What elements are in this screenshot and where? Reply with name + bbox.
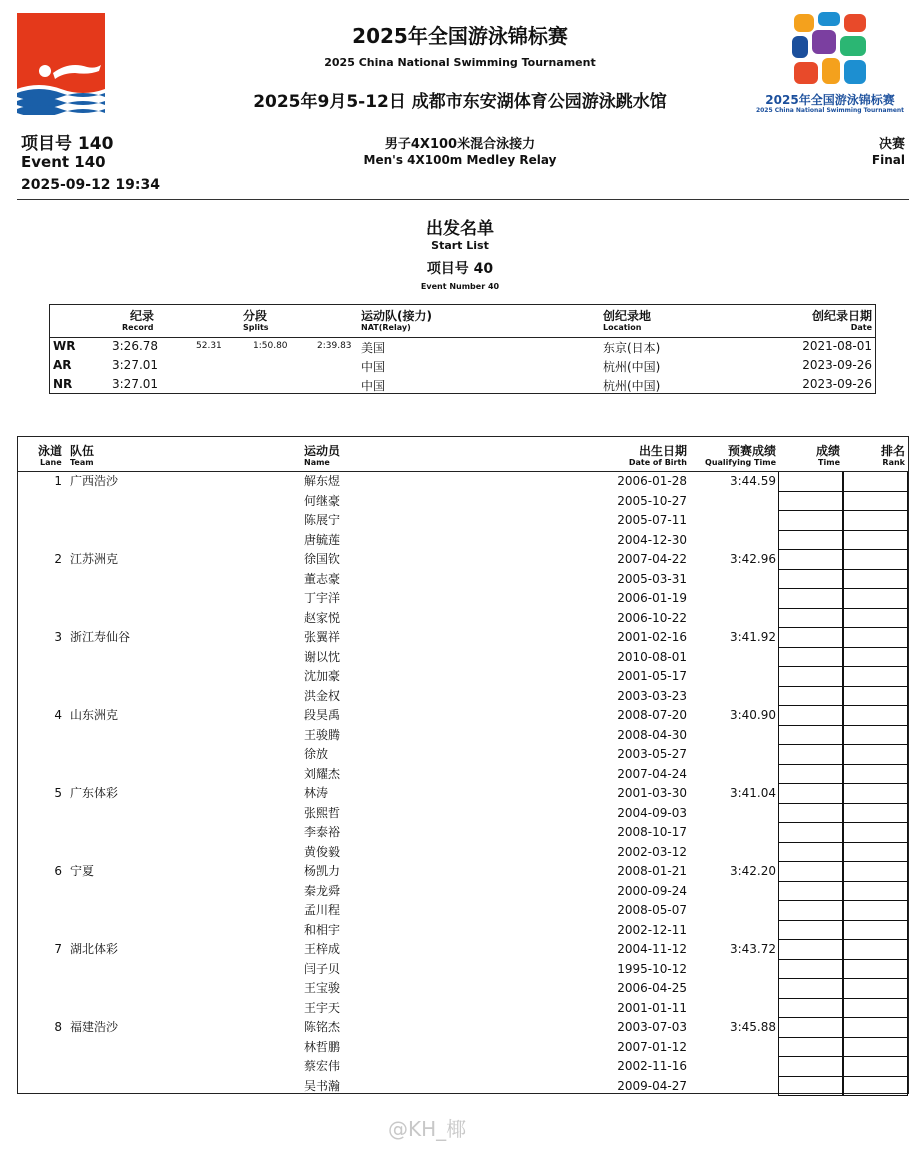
rank-entry-box[interactable] xyxy=(843,901,908,921)
rank-entry-box[interactable] xyxy=(843,823,908,843)
table-row xyxy=(18,999,908,1019)
rank-entry-box[interactable] xyxy=(843,472,908,492)
table-row xyxy=(18,589,908,609)
rank-entry-box[interactable] xyxy=(843,550,908,570)
swimmer-name: 孟川程 xyxy=(304,903,341,917)
table-row xyxy=(18,550,908,570)
lane-header-en: Lane xyxy=(40,458,62,467)
swimmer-name: 林哲鹏 xyxy=(304,1039,341,1054)
record-location: 东京(日本) xyxy=(603,341,661,355)
start-list-body xyxy=(18,472,908,1092)
qualifying-time: 3:43.72 xyxy=(729,942,776,956)
swimmer-name: 董志豪 xyxy=(304,571,341,586)
table-row xyxy=(18,1018,908,1038)
swimmer-dob: 2009-04-27 xyxy=(617,1078,687,1093)
records-header-divider xyxy=(50,337,875,338)
records-table xyxy=(49,304,876,394)
record-location: 杭州(中国) xyxy=(603,360,661,374)
table-row xyxy=(18,745,908,765)
time-entry-box[interactable] xyxy=(778,667,843,687)
nat-header-cn: 运动队(接力) xyxy=(361,309,432,323)
swimmer-name: 刘耀杰 xyxy=(304,766,341,781)
time-entry-box[interactable] xyxy=(778,765,843,785)
record-nat: 美国 xyxy=(361,341,386,355)
splits-header-cn: 分段 xyxy=(243,309,268,323)
swimmer-dob: 2004-12-30 xyxy=(617,532,687,547)
venue-line: 2025年9月5-12日 成都市东安湖体育公园游泳跳水馆 xyxy=(253,92,667,112)
start-list-table xyxy=(17,436,909,1094)
qt-header-en: Qualifying Time xyxy=(705,458,776,467)
logo-caption-en: 2025 China National Swimming Tournament xyxy=(755,107,905,114)
table-row xyxy=(18,804,908,824)
round-en: Final xyxy=(871,153,905,167)
record-code: AR xyxy=(53,358,72,372)
record-date: 2023-09-26 xyxy=(802,358,872,372)
time-entry-box[interactable] xyxy=(778,550,843,570)
swimmer-dob: 2008-01-21 xyxy=(617,864,687,878)
time-entry-box[interactable] xyxy=(778,609,843,629)
rank-entry-box[interactable] xyxy=(843,628,908,648)
table-row xyxy=(18,570,908,590)
nat-header-en: NAT(Relay) xyxy=(361,323,411,332)
time-entry-box[interactable] xyxy=(778,843,843,863)
record-split-1: 52.31 xyxy=(196,341,222,351)
record-location: 杭州(中国) xyxy=(603,379,661,393)
rank-entry-box[interactable] xyxy=(843,726,908,746)
location-header-cn: 创纪录地 xyxy=(603,309,652,323)
rank-entry-box[interactable] xyxy=(843,511,908,531)
swimmer-name: 秦龙舜 xyxy=(304,883,341,898)
date-header-en: Date xyxy=(850,323,872,332)
swimmer-dob: 2007-04-22 xyxy=(617,552,687,566)
swimmer-dob: 2003-03-23 xyxy=(617,688,687,703)
time-entry-box[interactable] xyxy=(778,999,843,1019)
qt-header-cn: 预赛成绩 xyxy=(727,444,776,458)
rank-entry-box[interactable] xyxy=(843,648,908,668)
record-row-ar xyxy=(50,358,875,377)
time-entry-box[interactable] xyxy=(778,901,843,921)
event-datetime: 2025-09-12 19:34 xyxy=(21,177,160,193)
time-entry-box[interactable] xyxy=(778,706,843,726)
record-time: 3:26.78 xyxy=(112,339,159,353)
time-entry-box[interactable] xyxy=(778,628,843,648)
record-header-cn: 纪录 xyxy=(130,309,155,323)
swimmer-name: 王骏腾 xyxy=(304,727,341,742)
time-entry-box[interactable] xyxy=(778,784,843,804)
swimmer-icon xyxy=(17,13,105,115)
table-row xyxy=(18,1057,908,1077)
table-row xyxy=(18,628,908,648)
time-entry-box[interactable] xyxy=(778,823,843,843)
team-header-en: Team xyxy=(70,458,94,467)
rank-entry-box[interactable] xyxy=(843,882,908,902)
qualifying-time: 3:42.20 xyxy=(729,864,776,878)
swimmer-name: 洪金权 xyxy=(304,688,341,703)
swimmer-name: 吴书瀚 xyxy=(304,1078,341,1093)
record-nat: 中国 xyxy=(361,379,386,393)
rank-entry-box[interactable] xyxy=(843,862,908,882)
time-header-en: Time xyxy=(818,458,840,467)
name-header-en: Name xyxy=(304,458,330,467)
table-row xyxy=(18,862,908,882)
lane-number: 7 xyxy=(54,942,62,956)
swimmer-dob: 2008-04-30 xyxy=(617,727,687,742)
swimmer-name: 沈加豪 xyxy=(304,669,341,683)
swimmer-dob: 1995-10-12 xyxy=(617,961,687,976)
time-entry-box[interactable] xyxy=(778,511,843,531)
table-row xyxy=(18,901,908,921)
table-row xyxy=(18,667,908,687)
swimmer-dob: 2004-11-12 xyxy=(617,942,687,956)
qualifying-time: 3:41.92 xyxy=(729,630,776,644)
table-row xyxy=(18,979,908,999)
rank-entry-box[interactable] xyxy=(843,745,908,765)
swimmer-dob: 2002-12-11 xyxy=(617,922,687,937)
team-header-cn: 队伍 xyxy=(70,444,95,458)
swimmer-dob: 2008-07-20 xyxy=(617,708,687,722)
table-row xyxy=(18,706,908,726)
date-header-cn: 创纪录日期 xyxy=(811,309,872,323)
rank-entry-box[interactable] xyxy=(843,804,908,824)
swimmer-name: 丁宇洋 xyxy=(304,591,341,605)
record-time: 3:27.01 xyxy=(112,377,159,391)
swimmer-dob: 2005-07-11 xyxy=(617,513,687,527)
sheet-title-en: Start List xyxy=(431,239,489,252)
name-header-cn: 运动员 xyxy=(304,444,341,458)
swimmer-name: 何继豪 xyxy=(304,493,341,508)
table-row xyxy=(18,960,908,980)
rank-header-cn: 排名 xyxy=(880,444,905,458)
table-row xyxy=(18,531,908,551)
swimmer-name: 王宝骏 xyxy=(304,981,341,995)
record-date: 2021-08-01 xyxy=(802,339,872,353)
swimmer-dob: 2008-05-07 xyxy=(617,903,687,917)
lane-number: 5 xyxy=(54,786,62,800)
record-nat: 中国 xyxy=(361,360,386,374)
team-name: 浙江寿仙谷 xyxy=(70,630,131,644)
rank-entry-box[interactable] xyxy=(843,667,908,687)
swimmer-name: 徐国钦 xyxy=(304,552,341,566)
team-name: 江苏洲克 xyxy=(70,552,119,566)
table-row xyxy=(18,823,908,843)
swimmer-name: 王宇天 xyxy=(304,1000,341,1015)
sheet-event-en: Event Number 40 xyxy=(420,282,500,291)
swimmer-name: 闫子贝 xyxy=(304,961,341,976)
rank-entry-box[interactable] xyxy=(843,706,908,726)
time-entry-box[interactable] xyxy=(778,531,843,551)
team-name: 山东洲克 xyxy=(70,708,119,722)
dob-header-cn: 出生日期 xyxy=(638,444,687,458)
table-row xyxy=(18,511,908,531)
time-entry-box[interactable] xyxy=(778,1038,843,1058)
time-entry-box[interactable] xyxy=(778,862,843,882)
record-code: WR xyxy=(53,339,76,353)
swimmer-name: 唐毓莲 xyxy=(304,532,341,547)
time-entry-box[interactable] xyxy=(778,648,843,668)
swimmer-name: 段昊禹 xyxy=(304,708,341,722)
time-header-cn: 成绩 xyxy=(815,444,840,458)
record-code: NR xyxy=(53,377,73,391)
swimmer-dob: 2007-04-24 xyxy=(617,766,687,781)
event-name-cn: 男子4X100米混合泳接力 xyxy=(384,137,536,152)
rank-entry-box[interactable] xyxy=(843,589,908,609)
swimmer-dob: 2006-01-28 xyxy=(617,474,687,488)
round-cn: 决赛 xyxy=(878,137,905,152)
tournament-title-cn: 2025年全国游泳锦标赛 xyxy=(352,24,568,48)
time-entry-box[interactable] xyxy=(778,570,843,590)
team-name: 广西浩沙 xyxy=(70,474,119,488)
rank-entry-box[interactable] xyxy=(843,940,908,960)
rank-entry-box[interactable] xyxy=(843,492,908,512)
record-row-wr xyxy=(50,339,875,358)
swimmer-dob: 2001-03-30 xyxy=(617,786,687,800)
team-name: 广东体彩 xyxy=(70,786,119,800)
swimmer-dob: 2000-09-24 xyxy=(617,883,687,898)
swimmer-name: 黄俊毅 xyxy=(304,844,341,859)
lane-number: 6 xyxy=(54,864,62,878)
sheet-title-cn: 出发名单 xyxy=(426,219,494,239)
tournament-logo-icon xyxy=(790,12,870,88)
swimmer-name: 赵家悦 xyxy=(304,610,341,625)
qualifying-time: 3:41.04 xyxy=(729,786,776,800)
swimmer-dob: 2001-05-17 xyxy=(617,669,687,683)
time-entry-box[interactable] xyxy=(778,979,843,999)
time-entry-box[interactable] xyxy=(778,472,843,492)
swimmer-name: 杨凯力 xyxy=(304,864,341,878)
rank-entry-box[interactable] xyxy=(843,960,908,980)
swimmer-dob: 2002-11-16 xyxy=(617,1059,687,1073)
team-name: 福建浩沙 xyxy=(70,1020,119,1034)
swimmer-dob: 2005-03-31 xyxy=(617,571,687,586)
swimming-federation-logo xyxy=(17,13,105,115)
rank-entry-box[interactable] xyxy=(843,979,908,999)
time-entry-box[interactable] xyxy=(778,921,843,941)
rank-entry-box[interactable] xyxy=(843,570,908,590)
dob-header-en: Date of Birth xyxy=(628,458,687,467)
sheet-event-cn: 项目号 40 xyxy=(426,261,494,277)
time-entry-box[interactable] xyxy=(778,1018,843,1038)
team-name: 湖北体彩 xyxy=(70,942,119,956)
swimmer-dob: 2007-01-12 xyxy=(617,1039,687,1054)
record-header-en: Record xyxy=(122,323,154,332)
swimmer-dob: 2004-09-03 xyxy=(617,805,687,820)
table-row xyxy=(18,687,908,707)
lane-header-cn: 泳道 xyxy=(38,444,63,458)
lane-number: 2 xyxy=(54,552,62,566)
swimmer-dob: 2006-04-25 xyxy=(617,981,687,995)
time-entry-box[interactable] xyxy=(778,940,843,960)
table-row xyxy=(18,784,908,804)
swimmer-dob: 2006-10-22 xyxy=(617,610,687,625)
lane-number: 3 xyxy=(54,630,62,644)
table-row xyxy=(18,492,908,512)
event-number-cn: 项目号 140 xyxy=(21,134,114,154)
swimmer-name: 陈铭杰 xyxy=(304,1020,341,1034)
swimmer-dob: 2006-01-19 xyxy=(617,591,687,605)
table-row xyxy=(18,1077,908,1097)
table-row xyxy=(18,609,908,629)
record-row-nr xyxy=(50,377,875,396)
record-split-3: 2:39.83 xyxy=(317,341,352,351)
team-name: 宁夏 xyxy=(70,864,95,878)
swimmer-dob: 2005-10-27 xyxy=(617,493,687,508)
swimmer-name: 张翼祥 xyxy=(304,630,341,644)
swimmer-dob: 2001-01-11 xyxy=(617,1000,687,1015)
swimmer-name: 徐放 xyxy=(304,747,329,761)
swimmer-name: 李泰裕 xyxy=(304,825,341,839)
swimmer-dob: 2001-02-16 xyxy=(617,630,687,644)
rank-entry-box[interactable] xyxy=(843,1038,908,1058)
swimmer-dob: 2003-07-03 xyxy=(617,1020,687,1034)
swimmer-name: 和相宇 xyxy=(304,922,341,937)
splits-header-en: Splits xyxy=(243,323,269,332)
table-row xyxy=(18,940,908,960)
rank-entry-box[interactable] xyxy=(843,1077,908,1097)
record-date: 2023-09-26 xyxy=(802,377,872,391)
swimmer-name: 林涛 xyxy=(304,786,329,800)
qualifying-time: 3:45.88 xyxy=(729,1020,776,1034)
swimmer-name: 蔡宏伟 xyxy=(304,1059,341,1073)
lane-number: 8 xyxy=(54,1020,62,1034)
table-row xyxy=(18,882,908,902)
rank-entry-box[interactable] xyxy=(843,765,908,785)
rank-entry-box[interactable] xyxy=(843,999,908,1019)
lane-number: 1 xyxy=(54,474,62,488)
event-name-en: Men's 4X100m Medley Relay xyxy=(363,153,557,167)
rank-entry-box[interactable] xyxy=(843,784,908,804)
swimmer-dob: 2008-10-17 xyxy=(617,825,687,839)
table-row xyxy=(18,648,908,668)
time-entry-box[interactable] xyxy=(778,726,843,746)
time-entry-box[interactable] xyxy=(778,745,843,765)
time-entry-box[interactable] xyxy=(778,804,843,824)
time-entry-box[interactable] xyxy=(778,1077,843,1097)
swimmer-dob: 2010-08-01 xyxy=(617,649,687,664)
rank-entry-box[interactable] xyxy=(843,531,908,551)
swimmer-name: 解东煜 xyxy=(304,474,341,488)
time-entry-box[interactable] xyxy=(778,882,843,902)
rank-entry-box[interactable] xyxy=(843,1057,908,1077)
rank-entry-box[interactable] xyxy=(843,843,908,863)
time-entry-box[interactable] xyxy=(778,687,843,707)
table-row xyxy=(18,921,908,941)
rank-entry-box[interactable] xyxy=(843,687,908,707)
rank-header-en: Rank xyxy=(882,458,905,467)
time-entry-box[interactable] xyxy=(778,589,843,609)
table-row xyxy=(18,843,908,863)
rank-entry-box[interactable] xyxy=(843,609,908,629)
time-entry-box[interactable] xyxy=(778,960,843,980)
swimmer-name: 张熙哲 xyxy=(304,805,341,820)
swimmer-name: 谢以忱 xyxy=(304,649,341,664)
table-row xyxy=(18,472,908,492)
swimmer-dob: 2003-05-27 xyxy=(617,747,687,761)
qualifying-time: 3:44.59 xyxy=(729,474,776,488)
weibo-watermark: @KH_椰 xyxy=(388,1117,467,1141)
event-number-en: Event 140 xyxy=(21,153,106,171)
record-split-2: 1:50.80 xyxy=(253,341,288,351)
tournament-title-en: 2025 China National Swimming Tournament xyxy=(324,56,596,69)
table-row xyxy=(18,1038,908,1058)
location-header-en: Location xyxy=(603,323,642,332)
swimmer-name: 陈展宁 xyxy=(304,513,341,527)
logo-caption-cn: 2025年全国游泳锦标赛 xyxy=(765,93,895,107)
header-divider xyxy=(17,199,909,200)
qualifying-time: 3:42.96 xyxy=(729,552,776,566)
qualifying-time: 3:40.90 xyxy=(729,708,776,722)
swimmer-dob: 2002-03-12 xyxy=(617,844,687,859)
table-row xyxy=(18,726,908,746)
rank-entry-box[interactable] xyxy=(843,1018,908,1038)
table-row xyxy=(18,765,908,785)
time-entry-box[interactable] xyxy=(778,1057,843,1077)
rank-entry-box[interactable] xyxy=(843,921,908,941)
record-time: 3:27.01 xyxy=(112,358,159,372)
time-entry-box[interactable] xyxy=(778,492,843,512)
swimmer-name: 王梓成 xyxy=(304,942,341,956)
lane-number: 4 xyxy=(54,708,62,722)
